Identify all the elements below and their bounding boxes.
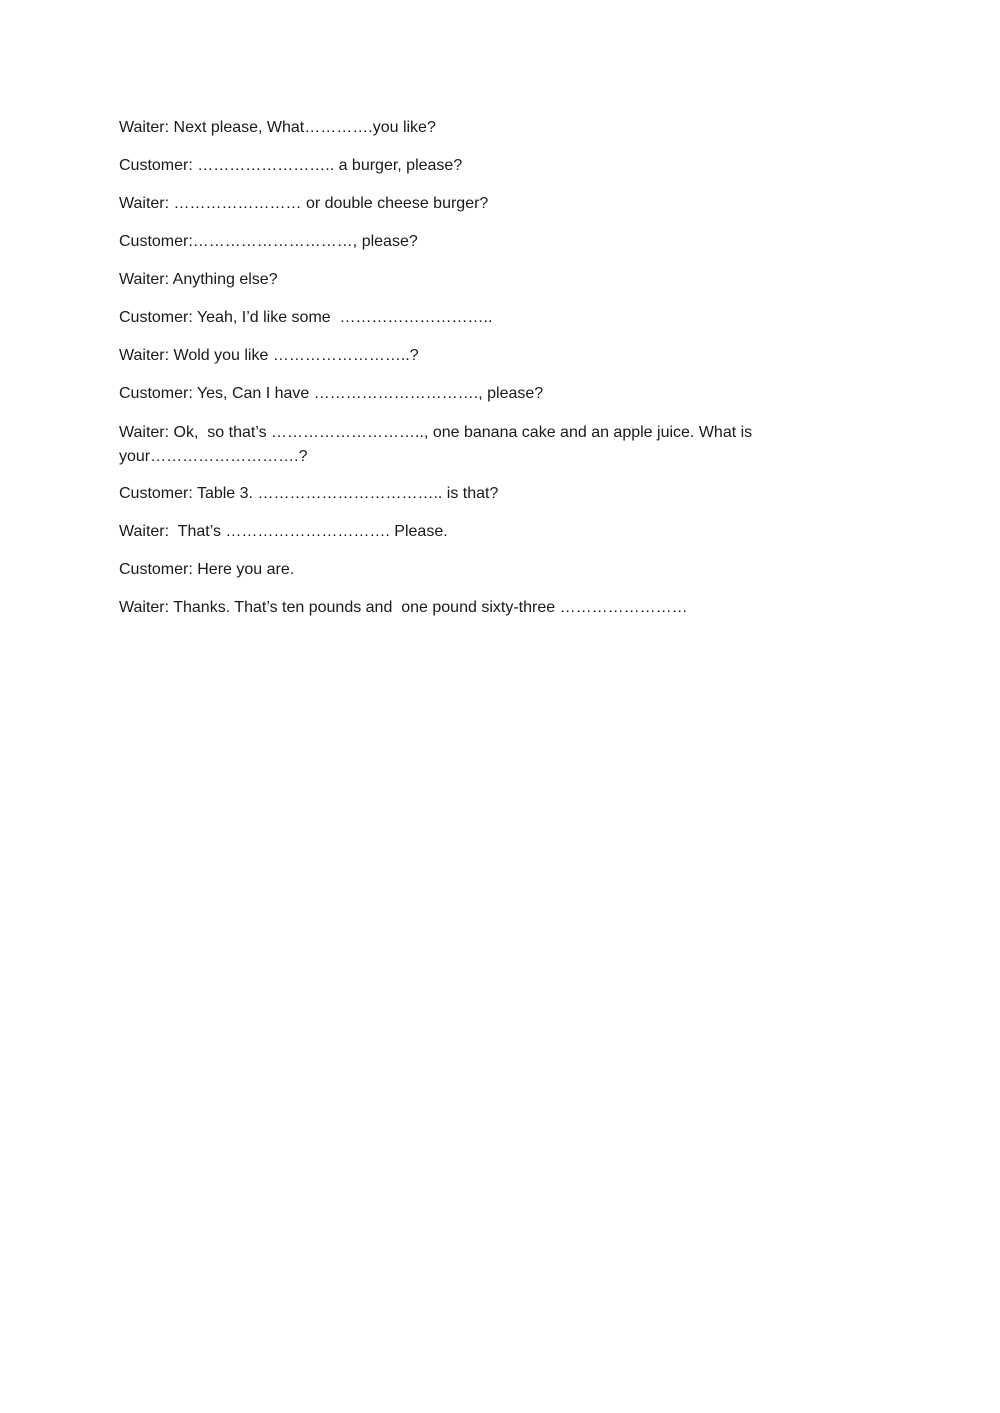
dialogue-line: Waiter: Next please, What………….you like? (119, 119, 436, 136)
dialogue-line: Waiter: …………………… or double cheese burger? (119, 195, 489, 212)
dialogue-line: Customer:…………………………, please? (119, 233, 418, 250)
dialogue-line: Customer: Here you are. (119, 561, 295, 578)
dialogue-line: Customer: Table 3. …………………………….. is that? (119, 485, 499, 502)
dialogue-text (119, 117, 779, 635)
dialogue-line: Waiter: Ok, so that’s ……………………….., one banana cake and an apple juice. What is your……………………….? (119, 424, 757, 465)
dialogue-line: Customer: Yeah, I’d like some ……………………….. (119, 309, 493, 326)
dialogue-line: Customer: …………………….. a burger, please? (119, 157, 463, 174)
dialogue-line: Customer: Yes, Can I have …………………………., please? (119, 385, 544, 402)
dialogue-line: Waiter: Wold you like ……………………..? (119, 347, 419, 364)
dialogue-line: Waiter: Anything else? (119, 271, 278, 288)
dialogue-line: Waiter: Thanks. That’s ten pounds and one pound sixty-three …………………… (119, 599, 688, 616)
dialogue-line: Waiter: That’s …………………………. Please. (119, 523, 448, 540)
